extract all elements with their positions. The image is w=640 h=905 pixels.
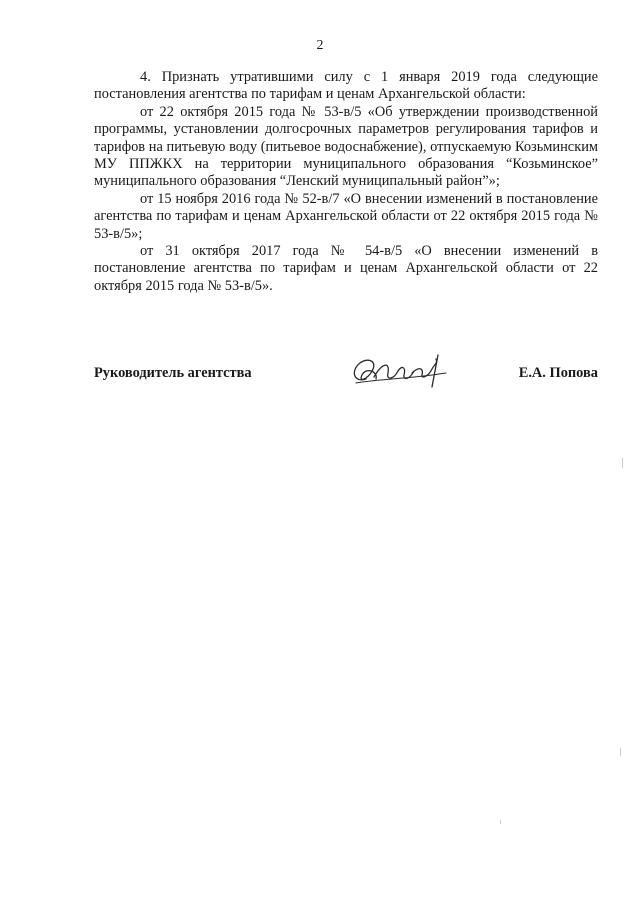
document-body [94, 69, 598, 295]
handwritten-signature [348, 349, 458, 395]
paragraph-item-4: 4. Признать утратившими силу с 1 января 2019 года следующие постановления агентства по тарифам и ценам Архангельской области: [94, 69, 598, 103]
signature-block [94, 355, 598, 399]
signer-title: Руководитель агентства [94, 365, 252, 381]
scan-artifact [500, 820, 501, 824]
page-number: 2 [316, 38, 324, 53]
scan-artifact [622, 458, 623, 468]
paragraph-decree-2017: от 31 октября 2017 года № 54-в/5 «О внесении изменений в постановление агентства по тарифам и ценам Архангельской области от 22 октября 2015 года № 53-в/5». [94, 243, 598, 294]
paragraph-decree-2016: от 15 ноября 2016 года № 52-в/7 «О внесении изменений в постановление агентства по тарифам и ценам Архангельской области от 22 октября 2015 года № 53-в/5»; [94, 190, 598, 242]
scan-artifact [620, 748, 621, 756]
signer-name: Е.А. Попова [518, 365, 598, 381]
paragraph-decree-2015: от 22 октября 2015 года № 53-в/5 «Об утверждении производственной программы, установлении долгосрочных параметров регулирования тарифов и тарифов на питьевую воду (питьевое водоснабжение), отпускаемую Козьминским МУ ППЖКХ на территории муниципального образования “Козьминское” муниципального образования “Ленский муниципальный район”»; [94, 103, 598, 190]
